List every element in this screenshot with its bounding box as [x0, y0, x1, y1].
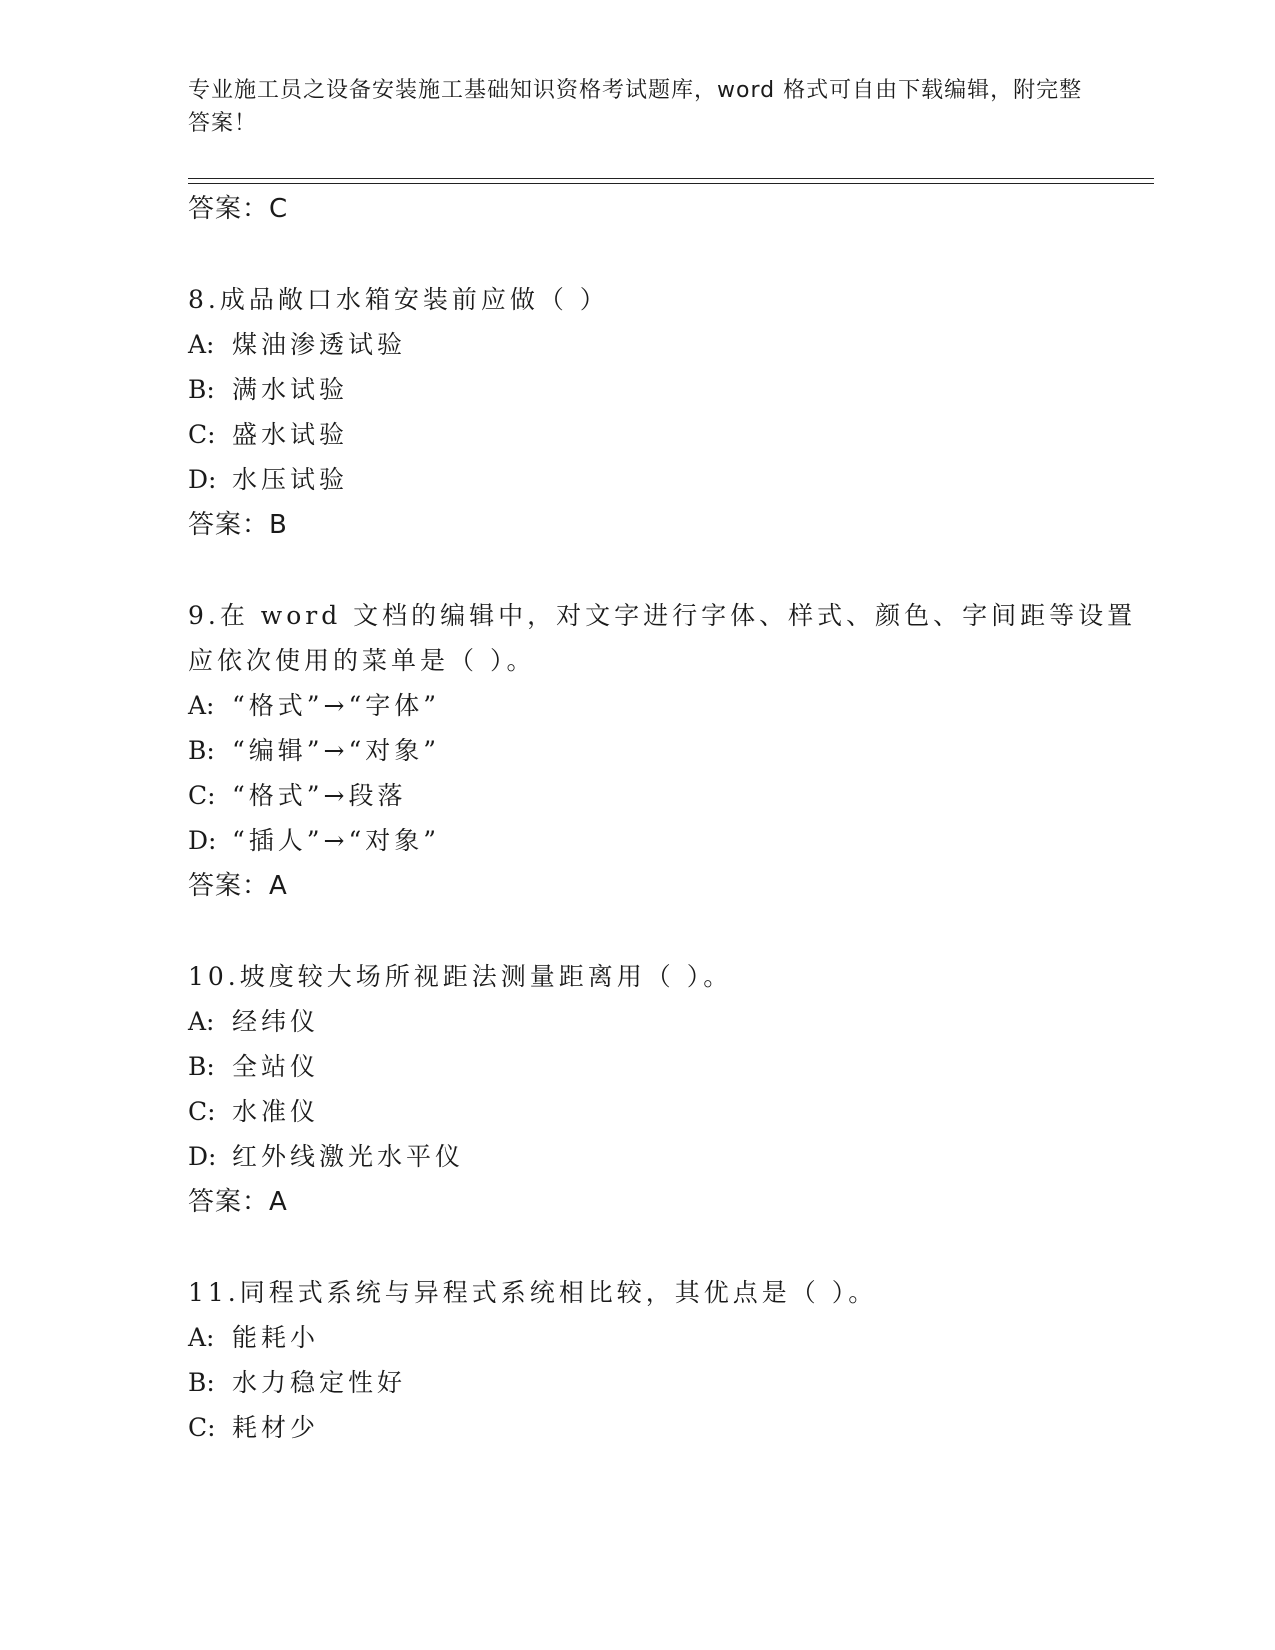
option-label: A: [188, 1323, 215, 1352]
option-text: “格式”→“字体” [232, 691, 441, 720]
option-b [188, 1360, 1154, 1405]
answer-prefix: 答案： [188, 194, 270, 224]
option-text: 水准仪 [232, 1097, 320, 1126]
question-text: 9.在 word 文档的编辑中，对文字进行字体、样式、颜色、字间距等设置应依次使用的菜单是（ ）。 [188, 601, 1137, 675]
answer-value: A [269, 1187, 288, 1217]
answer-prefix: 答案： [188, 510, 270, 540]
option-c [188, 412, 1154, 457]
question-block [188, 954, 1154, 1225]
answer-value: B [269, 510, 288, 540]
question-text: 11.同程式系统与异程式系统相比较，其优点是（ ）。 [188, 1278, 878, 1307]
header-rule-bottom [188, 183, 1154, 184]
answer-value: C [269, 194, 289, 224]
option-label: B: [188, 1368, 215, 1397]
option-text: “格式”→段落 [232, 781, 407, 810]
option-a [188, 1315, 1154, 1360]
option-a [188, 322, 1154, 367]
option-text: “编辑”→“对象” [232, 736, 441, 765]
option-text: “插人”→“对象” [232, 826, 441, 855]
option-text: 全站仪 [232, 1052, 320, 1081]
option-d [188, 818, 1154, 863]
answer-prefix: 答案： [188, 1187, 270, 1217]
option-text: 水压试验 [232, 465, 349, 494]
option-label: D: [188, 465, 217, 494]
option-label: B: [188, 1052, 215, 1081]
option-label: B: [188, 375, 215, 404]
answer-line [188, 1179, 1154, 1225]
option-b [188, 728, 1154, 773]
option-label: D: [188, 826, 217, 855]
option-text: 煤油渗透试验 [232, 330, 407, 359]
option-label: A: [188, 330, 215, 359]
answer-value: A [269, 871, 288, 901]
question-block [188, 1270, 1154, 1450]
document-header: 专业施工员之设备安装施工基础知识资格考试题库，word 格式可自由下载编辑，附完整答案！ [188, 78, 1083, 136]
answer-prefix: 答案： [188, 871, 270, 901]
option-text: 红外线激光水平仪 [232, 1142, 465, 1171]
question-text: 10.坡度较大场所视距法测量距离用（ ）。 [188, 962, 733, 991]
option-text: 满水试验 [232, 375, 349, 404]
question-list [188, 186, 1154, 1450]
option-b [188, 1044, 1154, 1089]
option-b [188, 367, 1154, 412]
question-block [188, 593, 1154, 909]
option-c [188, 1405, 1154, 1450]
option-label: C: [188, 1413, 216, 1442]
option-label: B: [188, 736, 215, 765]
option-label: D: [188, 1142, 217, 1171]
option-c [188, 773, 1154, 818]
option-text: 盛水试验 [232, 420, 349, 449]
question-text: 8.成品敞口水箱安装前应做（ ） [188, 285, 609, 314]
answer-line [188, 186, 1154, 232]
option-label: A: [188, 1007, 215, 1036]
option-a [188, 683, 1154, 728]
option-text: 能耗小 [232, 1323, 320, 1352]
option-label: C: [188, 781, 216, 810]
option-label: C: [188, 1097, 216, 1126]
question-block [188, 277, 1154, 548]
answer-line [188, 502, 1154, 548]
option-label: A: [188, 691, 215, 720]
option-c [188, 1089, 1154, 1134]
option-label: C: [188, 420, 216, 449]
answer-line [188, 863, 1154, 909]
option-text: 耗材少 [232, 1413, 320, 1442]
option-text: 经纬仪 [232, 1007, 320, 1036]
option-a [188, 999, 1154, 1044]
header-rule-top [188, 178, 1154, 179]
option-d [188, 457, 1154, 502]
option-d [188, 1134, 1154, 1179]
option-text: 水力稳定性好 [232, 1368, 407, 1397]
